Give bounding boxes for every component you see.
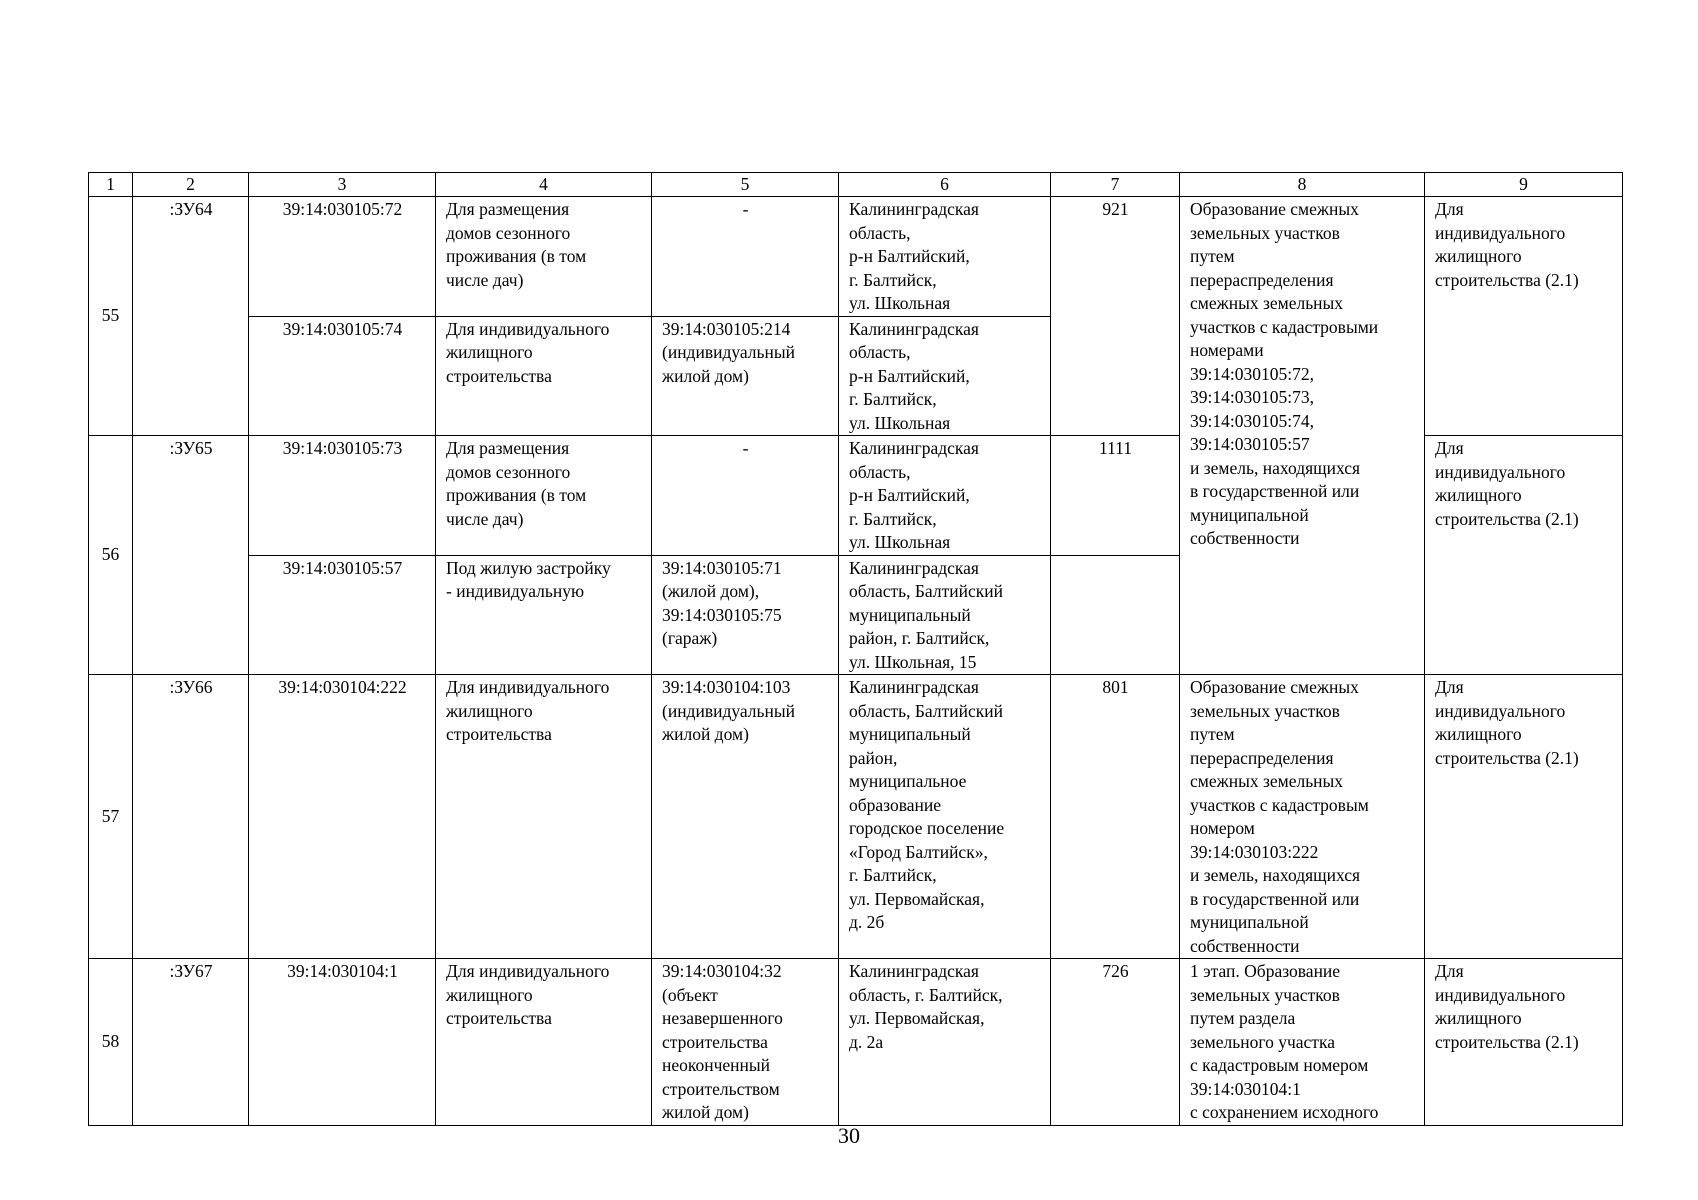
row-number: 55 — [89, 197, 133, 436]
address: Калининградская область, Балтийский муниципальный район, муниципальное образование городское поселение «Город Балтийск», г. Балтийск, ул. Первомайская, д. 2б — [839, 675, 1051, 959]
plot-designation: :ЗУ66 — [133, 675, 249, 959]
header-cell: 3 — [249, 173, 436, 197]
permitted-use-purpose: Для индивидуального жилищного строительства (2.1) — [1425, 197, 1623, 436]
capital-objects: 39:14:030105:214 (индивидуальный жилой дом) — [652, 316, 839, 436]
cadastral-number: 39:14:030104:222 — [249, 675, 436, 959]
formation-method: Образование смежных земельных участков путем перераспределения смежных земельных участков с кадастровым номером 39:14:030103:222 и земель, находящихся в государственной или муниципальной собственности — [1180, 675, 1425, 959]
cadastral-number: 39:14:030105:72 — [249, 197, 436, 317]
address: Калининградская область, Балтийский муниципальный район, г. Балтийск, ул. Школьная, 15 — [839, 555, 1051, 675]
header-cell: 8 — [1180, 173, 1425, 197]
page-number: 30 — [838, 1123, 860, 1148]
plot-designation: :ЗУ65 — [133, 436, 249, 675]
row-number: 58 — [89, 959, 133, 1126]
header-row — [89, 173, 1623, 197]
table-row-55a — [89, 197, 1623, 317]
plot-area-empty — [1051, 555, 1180, 675]
capital-objects: - — [652, 436, 839, 556]
address: Калининградская область, р-н Балтийский, г. Балтийск, ул. Школьная — [839, 316, 1051, 436]
permitted-use-purpose: Для индивидуального жилищного строительства (2.1) — [1425, 436, 1623, 675]
header-cell: 2 — [133, 173, 249, 197]
permitted-use-purpose: Для индивидуального жилищного строительства (2.1) — [1425, 675, 1623, 959]
plot-area: 921 — [1051, 197, 1180, 436]
permitted-use: Под жилую застройку - индивидуальную — [436, 555, 652, 675]
plot-designation: :ЗУ64 — [133, 197, 249, 436]
cadastral-number: 39:14:030105:73 — [249, 436, 436, 556]
land-plots-table — [88, 172, 1623, 1126]
cadastral-number: 39:14:030105:74 — [249, 316, 436, 436]
header-cell: 4 — [436, 173, 652, 197]
cadastral-number: 39:14:030105:57 — [249, 555, 436, 675]
header-cell: 5 — [652, 173, 839, 197]
plot-area: 1111 — [1051, 436, 1180, 556]
permitted-use: Для индивидуального жилищного строительства — [436, 959, 652, 1126]
capital-objects: - — [652, 197, 839, 317]
address: Калининградская область, р-н Балтийский, г. Балтийск, ул. Школьная — [839, 197, 1051, 317]
table-row-58 — [89, 959, 1623, 1126]
permitted-use: Для размещения домов сезонного проживания (в том числе дач) — [436, 197, 652, 317]
address: Калининградская область, г. Балтийск, ул. Первомайская, д. 2а — [839, 959, 1051, 1126]
capital-objects: 39:14:030104:103 (индивидуальный жилой дом) — [652, 675, 839, 959]
permitted-use: Для индивидуального жилищного строительства — [436, 316, 652, 436]
header-cell: 1 — [89, 173, 133, 197]
row-number: 56 — [89, 436, 133, 675]
address: Калининградская область, р-н Балтийский, г. Балтийск, ул. Школьная — [839, 436, 1051, 556]
plot-designation: :ЗУ67 — [133, 959, 249, 1126]
row-number: 57 — [89, 675, 133, 959]
permitted-use: Для размещения домов сезонного проживания (в том числе дач) — [436, 436, 652, 556]
formation-method: 1 этап. Образование земельных участков путем раздела земельного участка с кадастровым номером 39:14:030104:1 с сохранением исходного — [1180, 959, 1425, 1126]
cadastral-number: 39:14:030104:1 — [249, 959, 436, 1126]
formation-method: Образование смежных земельных участков путем перераспределения смежных земельных участков с кадастровыми номерами 39:14:030105:72, 39:14:030105:73, 39:14:030105:74, 39:14:030105:57 и земель, находящихся в государственной или муниципальной собственности — [1180, 197, 1425, 675]
plot-area: 726 — [1051, 959, 1180, 1126]
permitted-use: Для индивидуального жилищного строительства — [436, 675, 652, 959]
table-row-57 — [89, 675, 1623, 959]
header-cell: 7 — [1051, 173, 1180, 197]
permitted-use-purpose: Для индивидуального жилищного строительства (2.1) — [1425, 959, 1623, 1126]
capital-objects: 39:14:030104:32 (объект незавершенного строительства неоконченный строительством жилой дом) — [652, 959, 839, 1126]
header-cell: 9 — [1425, 173, 1623, 197]
header-cell: 6 — [839, 173, 1051, 197]
capital-objects: 39:14:030105:71 (жилой дом), 39:14:030105:75 (гараж) — [652, 555, 839, 675]
plot-area: 801 — [1051, 675, 1180, 959]
